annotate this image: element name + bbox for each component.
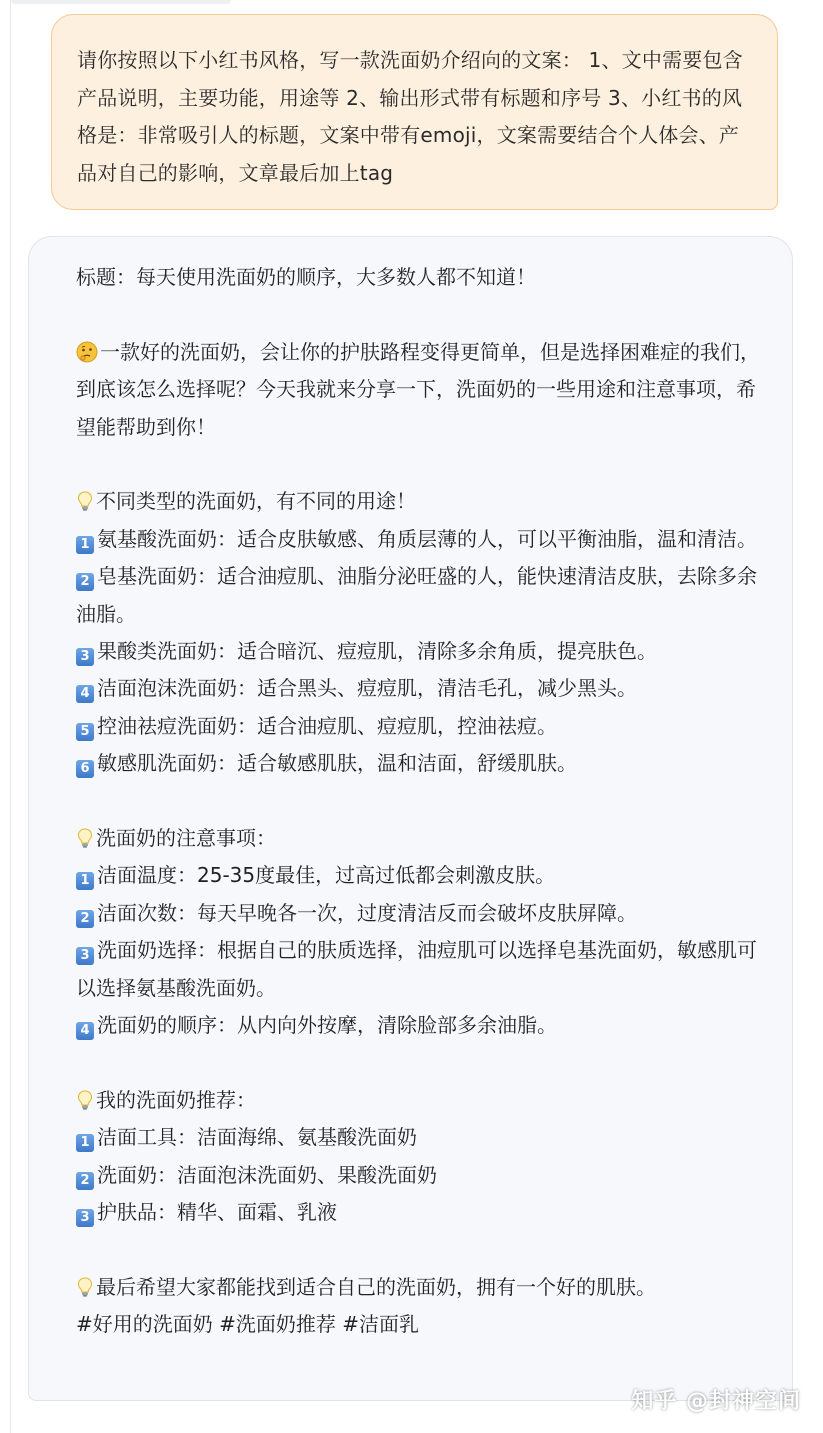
spacer bbox=[76, 446, 766, 483]
list-item bbox=[76, 1007, 766, 1044]
list-item-text: 洁面泡沫洗面奶：适合黑头、痘痘肌，清洁毛孔，减少黑头。 bbox=[97, 676, 637, 701]
list-item bbox=[76, 633, 766, 670]
list-item bbox=[76, 1119, 766, 1156]
light-bulb-icon bbox=[76, 1276, 94, 1298]
keycap-number-icon: 2 bbox=[76, 910, 94, 928]
keycap-number-icon: 4 bbox=[76, 1022, 94, 1040]
spacer bbox=[76, 1044, 766, 1081]
section-heading-text: 我的洗面奶推荐： bbox=[96, 1087, 256, 1112]
spacer bbox=[76, 296, 766, 333]
hashtags: #好用的洗面奶 #洗面奶推荐 #洁面乳 bbox=[76, 1312, 419, 1337]
closing-paragraph bbox=[76, 1269, 766, 1306]
list-item-text: 皂基洗面奶：适合油痘肌、油脂分泌旺盛的人，能快速清洁皮肤，去除多余油脂。 bbox=[76, 564, 757, 626]
keycap-number-icon: 1 bbox=[76, 872, 94, 890]
thinking-face-icon bbox=[76, 341, 98, 363]
section-list-notes bbox=[76, 857, 766, 1044]
list-item bbox=[76, 745, 766, 782]
section-heading-text: 不同类型的洗面奶，有不同的用途！ bbox=[96, 489, 416, 514]
panel-border bbox=[10, 0, 11, 1433]
list-item bbox=[76, 857, 766, 894]
intro-text: 一款好的洗面奶，会让你的护肤路程变得更简单，但是选择困难症的我们，到底该怎么选择呢？今天我就来分享一下，洗面奶的一些用途和注意事项，希望能帮助到你！ bbox=[76, 339, 760, 439]
list-item bbox=[76, 895, 766, 932]
section-heading-recommend bbox=[76, 1082, 766, 1119]
section-list-recommend bbox=[76, 1119, 766, 1231]
assistant-message-bubble bbox=[28, 236, 793, 1401]
list-item bbox=[76, 932, 766, 1007]
keycap-number-icon: 2 bbox=[76, 573, 94, 591]
keycap-number-icon: 1 bbox=[76, 1134, 94, 1152]
keycap-number-icon: 6 bbox=[76, 760, 94, 778]
intro-paragraph bbox=[76, 334, 766, 446]
list-item-text: 洁面次数：每天早晚各一次，过度清洁反而会破坏皮肤屏障。 bbox=[97, 900, 637, 925]
user-message-text: 请你按照以下小红书风格，写一款洗面奶介绍向的文案： 1、文中需要包含产品说明，主要功能，用途等 2、输出形式带有标题和序号 3、小红书的风格是：非常吸引人的标题，文案中带有emoji，文案需要结合个人体会、产品对自己的影响，文章最后加上tag bbox=[77, 48, 743, 185]
keycap-number-icon: 4 bbox=[76, 685, 94, 703]
list-item-text: 氨基酸洗面奶：适合皮肤敏感、角质层薄的人，可以平衡油脂，温和清洁。 bbox=[97, 526, 757, 551]
list-item-text: 洗面奶：洁面泡沫洗面奶、果酸洗面奶 bbox=[97, 1162, 437, 1187]
section-heading-notes bbox=[76, 820, 766, 857]
list-item-text: 洗面奶的顺序：从内向外按摩，清除脸部多余油脂。 bbox=[97, 1013, 557, 1038]
list-item-text: 洁面温度：25-35度最佳，过高过低都会刺激皮肤。 bbox=[97, 863, 556, 888]
spacer bbox=[76, 783, 766, 820]
panel-top-edge bbox=[11, 0, 231, 4]
section-list-types bbox=[76, 521, 766, 783]
list-item bbox=[76, 708, 766, 745]
section-heading-text: 洗面奶的注意事项： bbox=[96, 826, 276, 851]
list-item bbox=[76, 558, 766, 633]
light-bulb-icon bbox=[76, 490, 94, 512]
keycap-number-icon: 5 bbox=[76, 723, 94, 741]
list-item-text: 洁面工具：洁面海绵、氨基酸洗面奶 bbox=[97, 1125, 417, 1150]
list-item-text: 洗面奶选择：根据自己的肤质选择，油痘肌可以选择皂基洗面奶，敏感肌可以选择氨基酸洗面奶。 bbox=[76, 938, 757, 1000]
user-message-bubble bbox=[51, 14, 778, 210]
list-item-text: 果酸类洗面奶：适合暗沉、痘痘肌，清除多余角质，提亮肤色。 bbox=[97, 639, 657, 664]
section-heading-types bbox=[76, 483, 766, 520]
post-title: 标题：每天使用洗面奶的顺序，大多数人都不知道！ bbox=[76, 265, 536, 289]
keycap-number-icon: 1 bbox=[76, 536, 94, 554]
keycap-number-icon: 3 bbox=[76, 648, 94, 666]
list-item bbox=[76, 670, 766, 707]
keycap-number-icon: 2 bbox=[76, 1172, 94, 1190]
list-item bbox=[76, 521, 766, 558]
spacer bbox=[76, 1232, 766, 1269]
zhihu-watermark: 知乎 @封神空间 bbox=[631, 1389, 801, 1414]
list-item-text: 控油祛痘洗面奶：适合油痘肌、痘痘肌，控油祛痘。 bbox=[97, 713, 557, 738]
list-item-text: 敏感肌洗面奶：适合敏感肌肤，温和洁面，舒缓肌肤。 bbox=[97, 751, 577, 776]
keycap-number-icon: 3 bbox=[76, 947, 94, 965]
keycap-number-icon: 3 bbox=[76, 1209, 94, 1227]
closing-text: 最后希望大家都能找到适合自己的洗面奶，拥有一个好的肌肤。 bbox=[96, 1274, 656, 1299]
list-item-text: 护肤品：精华、面霜、乳液 bbox=[97, 1200, 337, 1225]
list-item bbox=[76, 1194, 766, 1231]
list-item bbox=[76, 1157, 766, 1194]
light-bulb-icon bbox=[76, 827, 94, 849]
light-bulb-icon bbox=[76, 1089, 94, 1111]
